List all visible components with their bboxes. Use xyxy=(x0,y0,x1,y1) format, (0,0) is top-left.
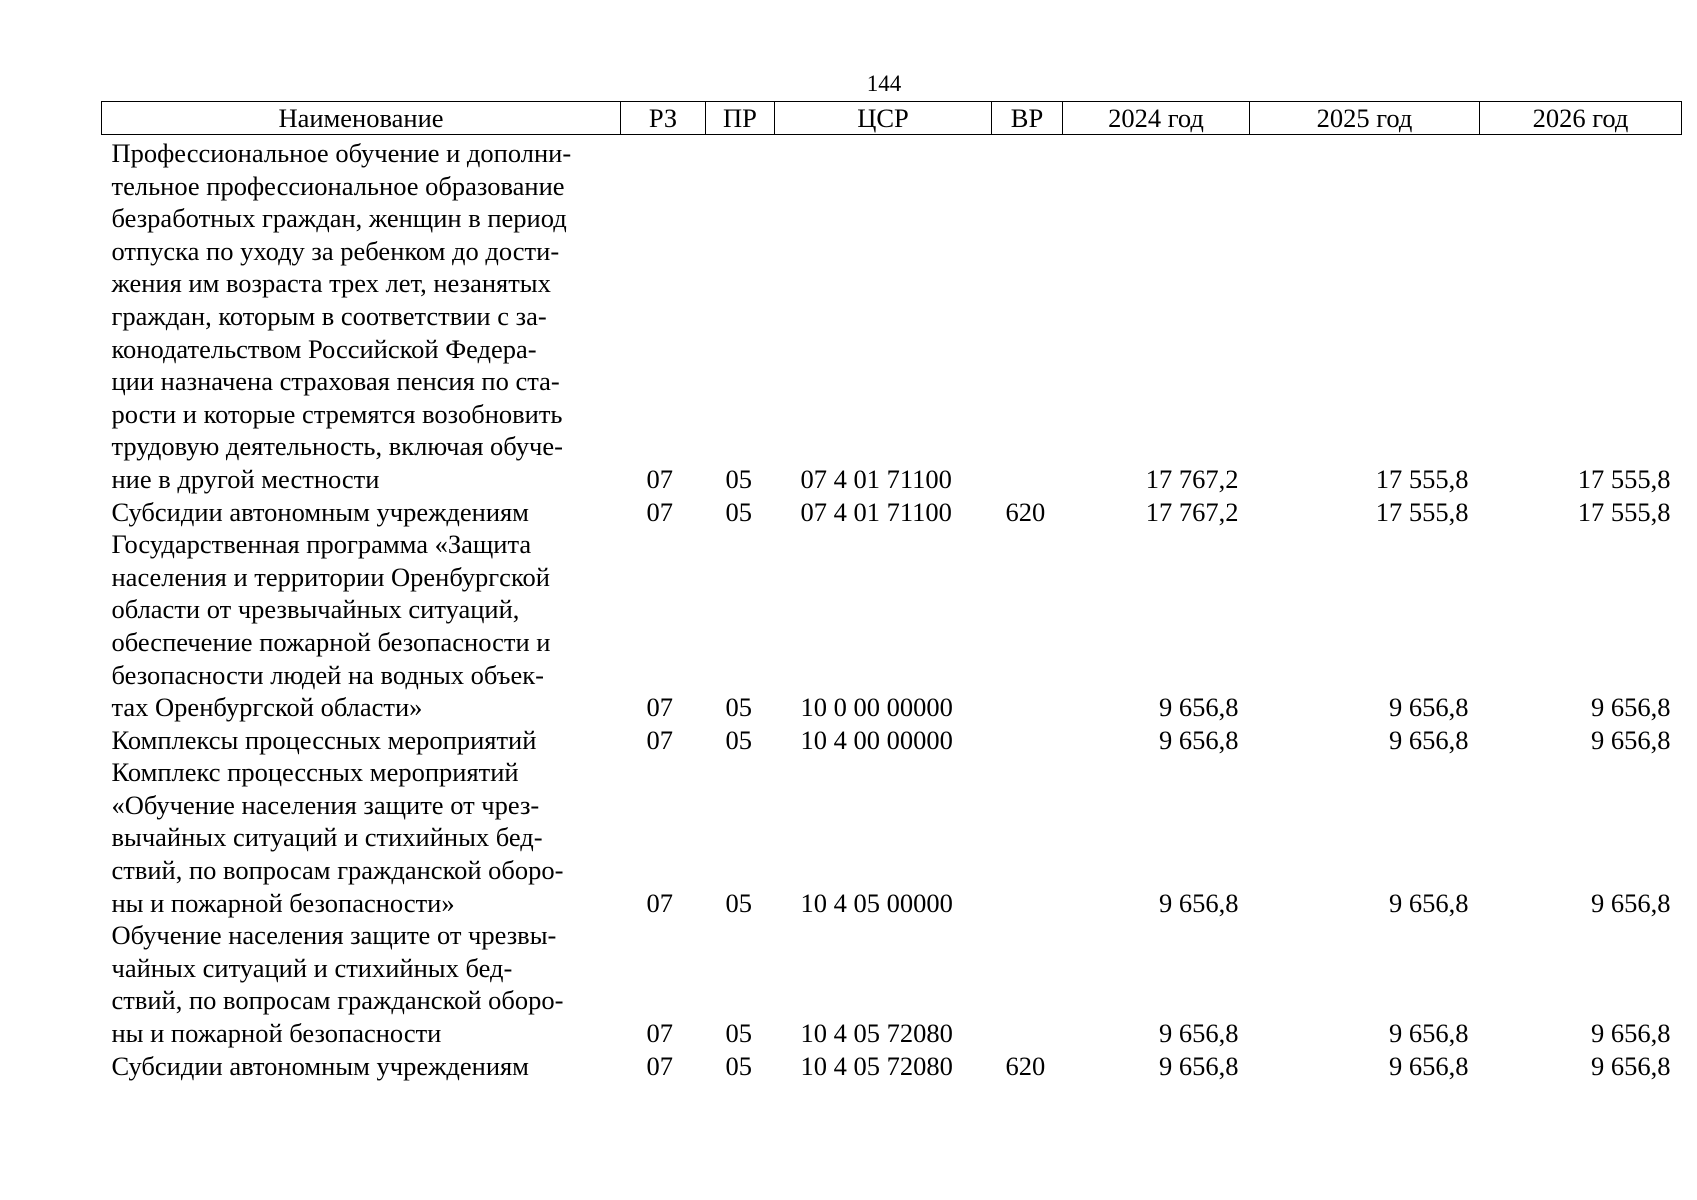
cell-2026: 9 656,8 xyxy=(1591,887,1671,918)
cell-vr xyxy=(992,919,1063,1049)
table-row xyxy=(102,756,1682,919)
cell-2026: 17 555,8 xyxy=(1577,463,1671,494)
cell-pr: 05 xyxy=(725,692,752,723)
name-line: ны и пожарной безопасности» xyxy=(111,887,455,918)
budget-table xyxy=(101,101,1682,1082)
cell-2026: 17 555,8 xyxy=(1577,496,1671,527)
name-line: безработных граждан, женщин в период xyxy=(111,203,567,234)
name-line: Комплекс процессных мероприятий xyxy=(111,757,519,788)
cell-name xyxy=(102,1050,621,1083)
cell-rz: 07 xyxy=(646,496,673,527)
table-row xyxy=(102,724,1682,757)
cell-2026: 9 656,8 xyxy=(1591,1050,1671,1081)
cell-vr xyxy=(992,724,1063,757)
name-line: граждан, которым в соответствии с за- xyxy=(111,300,547,331)
cell-name xyxy=(102,919,621,1049)
name-line: ствий, по вопросам гражданской оборо- xyxy=(111,985,564,1016)
cell-vr xyxy=(992,135,1063,496)
cell-rz: 07 xyxy=(646,692,673,723)
name-line: тельное профессиональное образование xyxy=(111,170,565,201)
cell-name xyxy=(102,135,621,496)
cell-2024: 9 656,8 xyxy=(1159,692,1239,723)
cell-pr: 05 xyxy=(725,1050,752,1081)
cell-csr: 07 4 01 71100 xyxy=(800,496,952,527)
cell-2024: 9 656,8 xyxy=(1159,1050,1239,1081)
name-line: Субсидии автономным учреждениям xyxy=(111,1050,529,1081)
name-line: Профессиональное обучение и дополни- xyxy=(111,138,572,168)
table-row xyxy=(102,496,1682,529)
table-row xyxy=(102,1050,1682,1083)
name-line: отпуска по уходу за ребенком до дости- xyxy=(111,235,560,266)
cell-vr: 620 xyxy=(1005,1050,1046,1081)
name-line: области от чрезвычайных ситуаций, xyxy=(111,594,520,625)
cell-pr: 05 xyxy=(725,463,752,494)
name-line: трудовую деятельность, включая обуче- xyxy=(111,431,563,462)
cell-2026: 9 656,8 xyxy=(1591,1018,1671,1049)
header-rz: РЗ xyxy=(621,102,706,135)
page-number: 144 xyxy=(866,71,902,96)
cell-name xyxy=(102,756,621,919)
cell-csr: 10 0 00 00000 xyxy=(800,692,953,723)
cell-rz: 07 xyxy=(646,724,673,755)
name-line: ствий, по вопросам гражданской оборо- xyxy=(111,855,564,886)
name-line: «Обучение населения защите от чрез- xyxy=(111,789,540,820)
cell-2025: 17 555,8 xyxy=(1375,496,1469,527)
cell-vr: 620 xyxy=(1005,496,1046,527)
table-header xyxy=(102,102,1682,135)
header-2024: 2024 год xyxy=(1063,102,1250,135)
cell-2026: 9 656,8 xyxy=(1591,692,1671,723)
cell-name xyxy=(102,528,621,724)
header-2026: 2026 год xyxy=(1480,102,1682,135)
name-line: Обучение населения защите от чрезвы- xyxy=(111,920,557,951)
cell-2025: 9 656,8 xyxy=(1389,724,1469,755)
cell-pr: 05 xyxy=(725,724,752,755)
table-body xyxy=(102,135,1682,1083)
table-row xyxy=(102,919,1682,1049)
cell-rz: 07 xyxy=(646,1018,673,1049)
name-line: вычайных ситуаций и стихийных бед- xyxy=(111,822,543,853)
cell-2024: 9 656,8 xyxy=(1159,724,1239,755)
cell-2024: 17 767,2 xyxy=(1145,496,1239,527)
cell-2025: 9 656,8 xyxy=(1389,1018,1469,1049)
header-row xyxy=(102,102,1682,135)
cell-2025: 9 656,8 xyxy=(1389,692,1469,723)
cell-csr: 10 4 05 72080 xyxy=(800,1018,953,1049)
header-pr: ПР xyxy=(706,102,775,135)
cell-csr: 07 4 01 71100 xyxy=(800,463,952,494)
name-line: Комплексы процессных мероприятий xyxy=(111,724,537,755)
name-line: конодательством Российской Федера- xyxy=(111,333,537,364)
cell-rz: 07 xyxy=(646,463,673,494)
cell-rz: 07 xyxy=(646,1050,673,1081)
cell-2024: 17 767,2 xyxy=(1145,463,1239,494)
cell-pr: 05 xyxy=(725,887,752,918)
cell-name xyxy=(102,496,621,529)
cell-2025: 17 555,8 xyxy=(1375,463,1469,494)
name-line: чайных ситуаций и стихийных бед- xyxy=(111,952,513,983)
name-line: жения им возраста трех лет, незанятых xyxy=(111,268,551,299)
name-line: тах Оренбургской области» xyxy=(111,692,423,723)
name-line: ны и пожарной безопасности xyxy=(111,1018,442,1049)
cell-rz: 07 xyxy=(646,887,673,918)
cell-vr xyxy=(992,528,1063,724)
cell-2024: 9 656,8 xyxy=(1159,1018,1239,1049)
cell-2025: 9 656,8 xyxy=(1389,887,1469,918)
name-line: Государственная программа «Защита xyxy=(111,529,532,560)
cell-pr: 05 xyxy=(725,1018,752,1049)
header-csr: ЦСР xyxy=(775,102,992,135)
name-line: рости и которые стремятся возобновить xyxy=(111,398,563,429)
cell-csr: 10 4 05 00000 xyxy=(800,887,953,918)
name-line: ние в другой местности xyxy=(111,463,380,494)
name-line: обеспечение пожарной безопасности и xyxy=(111,626,551,657)
cell-vr xyxy=(992,756,1063,919)
cell-2024: 9 656,8 xyxy=(1159,887,1239,918)
cell-2026: 9 656,8 xyxy=(1591,724,1671,755)
cell-pr: 05 xyxy=(725,496,752,527)
name-line: Субсидии автономным учреждениям xyxy=(111,496,529,527)
name-line: безопасности людей на водных объек- xyxy=(111,659,544,690)
header-2025: 2025 год xyxy=(1250,102,1480,135)
header-vr: ВР xyxy=(992,102,1063,135)
cell-2025: 9 656,8 xyxy=(1389,1050,1469,1081)
table-row xyxy=(102,135,1682,496)
header-name: Наименование xyxy=(102,102,621,135)
name-line: ции назначена страховая пенсия по ста- xyxy=(111,366,560,397)
name-line: населения и территории Оренбургской xyxy=(111,561,550,592)
table-row xyxy=(102,528,1682,724)
cell-csr: 10 4 05 72080 xyxy=(800,1050,953,1081)
cell-name xyxy=(102,724,621,757)
cell-csr: 10 4 00 00000 xyxy=(800,724,953,755)
